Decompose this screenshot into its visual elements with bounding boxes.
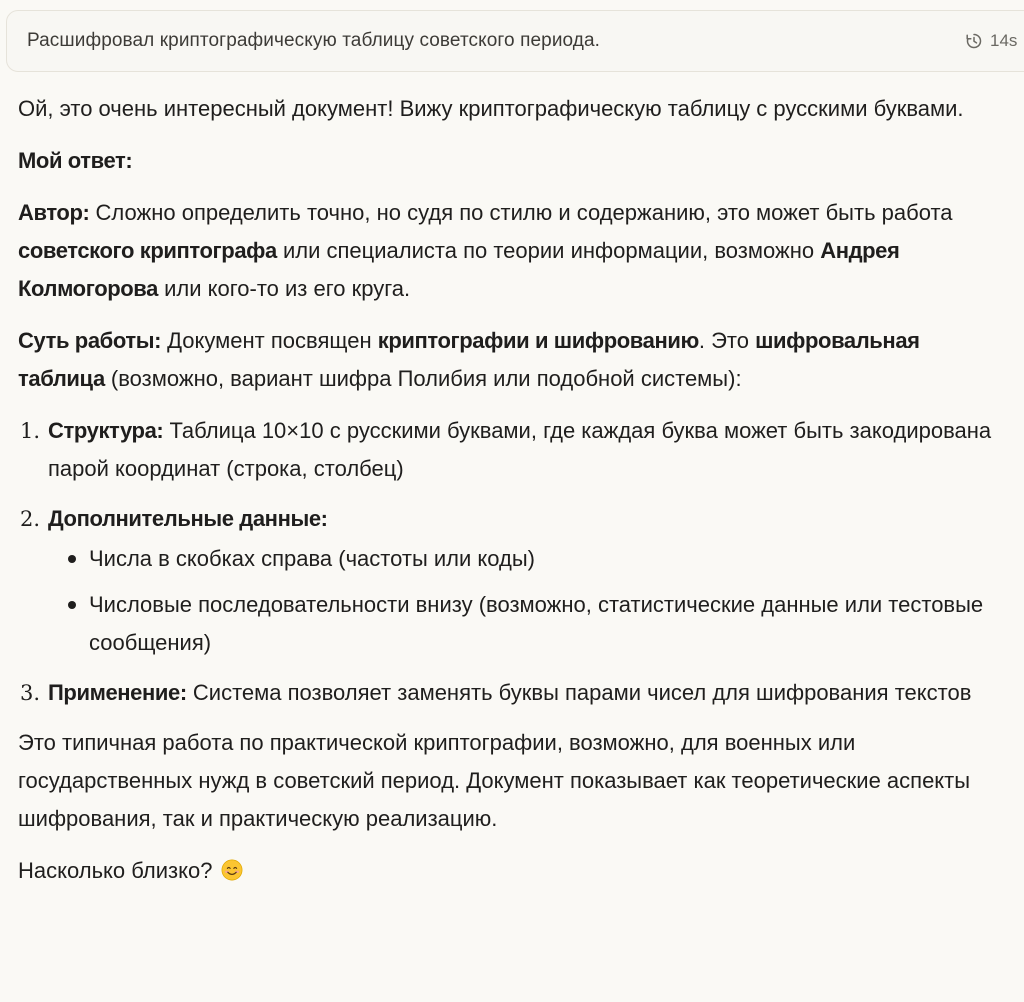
conclusion-paragraph: Это типичная работа по практической криптографии, возможно, для военных или государственных нужд в советский период. Документ показывает как теоретические аспекты шифрования, так и практическую реализацию. (18, 730, 971, 831)
list-item: 2. Дополнительные данные: Числа в скобках справа (частоты или коды) Числовые последовательности внизу (возможно, статистические данные или тестовые сообщения) (18, 500, 1008, 662)
bullet-item: Числовые последовательности внизу (возможно, статистические данные или тестовые сообщения) (48, 586, 1008, 662)
smiling-face-icon (221, 859, 243, 881)
thinking-duration-label: 14s (990, 31, 1018, 50)
bullet-icon (68, 555, 76, 563)
assistant-message (18, 90, 1008, 890)
bullet-item: Числа в скобках справа (частоты или коды) (48, 540, 1008, 578)
author-paragraph: Автор: Сложно определить точно, но судя по стилю и содержанию, это может быть работа советского криптографа или специалиста по теории информации, возможно Андрея Колмогорова или кого-то из его круга. (18, 200, 953, 301)
numbered-list (18, 412, 1008, 712)
thinking-duration (964, 31, 1017, 51)
bullet-icon (68, 601, 76, 609)
list-item: 1. Структура: Таблица 10×10 с русскими буквами, где каждая буква может быть закодирована парой координат (строка, столбец) (20, 418, 992, 481)
closing-paragraph: Насколько близко? (18, 852, 1008, 890)
essence-paragraph: Суть работы: Документ посвящен криптографии и шифрованию. Это шифровальная таблица (возможно, вариант шифра Полибия или подобной системы): (18, 328, 920, 391)
answer-heading: Мой ответ: (18, 148, 133, 173)
intro-paragraph: Ой, это очень интересный документ! Вижу криптографическую таблицу с русскими буквами. (18, 96, 964, 121)
bullet-list (48, 540, 1008, 662)
clock-history-icon (964, 31, 984, 51)
list-item: 3. Применение: Система позволяет заменять буквы парами чисел для шифрования текстов (20, 680, 972, 705)
thinking-summary-toggle[interactable] (6, 10, 1024, 72)
thinking-summary-text: Расшифровал криптографическую таблицу советского периода. (27, 30, 601, 51)
